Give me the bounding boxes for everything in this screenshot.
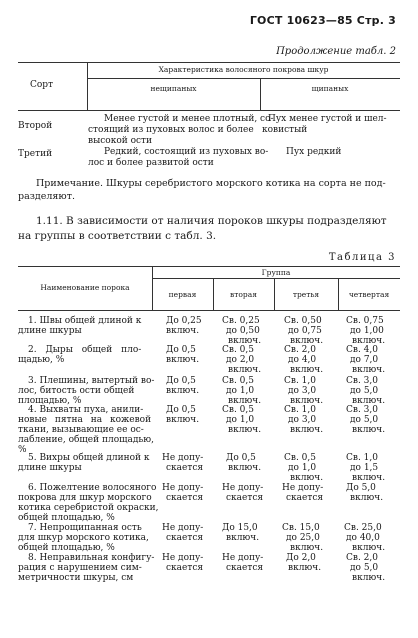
table2-note: разделяют. xyxy=(18,191,75,202)
table3-cell: включ. xyxy=(166,415,200,425)
table3-cell: Св. 0,5 xyxy=(222,405,254,415)
defect-name: лабление, общей площадью, xyxy=(18,435,154,445)
table3-cell: скается xyxy=(166,563,204,573)
paragraph: 1.11. В зависимости от наличия пороков шкуры подразделяют xyxy=(36,215,387,227)
table2-cell: лос и более развитой ости xyxy=(88,158,214,168)
table2-continuation: Продолжение табл. 2 xyxy=(276,46,396,57)
table3-cell: до 2,0 xyxy=(226,355,255,365)
table2-note: Примечание. Шкуры серебристого морского котика на сорта не под- xyxy=(36,178,386,189)
table3-cell: включ. xyxy=(290,396,324,406)
table3-cell: До 0,5 xyxy=(166,345,196,355)
table2-row-sort: Второй xyxy=(18,121,53,131)
table3-cell: до 5,0 xyxy=(350,415,379,425)
table3-cell: включ. xyxy=(228,365,262,375)
table2-cell: стоящий из пуховых волос и более xyxy=(88,125,254,135)
table3-cell: Не допу- xyxy=(162,523,204,533)
table3-cell: Св. 3,0 xyxy=(346,376,378,386)
table3-cell: включ. xyxy=(290,473,324,483)
table3-cell: до 3,0 xyxy=(288,386,317,396)
defect-name: 1. Швы общей длиной к xyxy=(28,316,142,326)
table3-cell: До 15,0 xyxy=(222,523,258,533)
table3-cell: включ. xyxy=(290,543,324,553)
defect-name: лос, битость ости общей xyxy=(18,386,135,396)
defect-name: 6. Пожелтение волосяного xyxy=(28,483,157,493)
table3-cell: скается xyxy=(166,493,204,503)
table3-cell: включ. xyxy=(352,336,386,346)
table3-col-defect: Наименование порока xyxy=(40,283,130,292)
table3-cell: включ. xyxy=(352,396,386,406)
table3-cell: Св. 4,0 xyxy=(346,345,378,355)
table3-cell: Св. 0,5 xyxy=(222,376,254,386)
defect-name: площадью, % xyxy=(18,396,82,406)
defect-name: длине шкуры xyxy=(18,463,82,473)
table3-cell: включ. xyxy=(350,493,384,503)
table2-col-unplucked: нещипаных xyxy=(150,84,197,93)
table3-cell: до 1,0 xyxy=(226,386,255,396)
table3-cell: Св. 15,0 xyxy=(282,523,320,533)
defect-name: рация с нарушением сим- xyxy=(18,563,142,573)
table3-cell: До 0,5 xyxy=(166,405,196,415)
table3-cell: включ. xyxy=(352,573,386,583)
table3-cell: до 4,0 xyxy=(288,355,317,365)
table3-group-3: третья xyxy=(292,290,320,299)
table3-cell: включ. xyxy=(352,425,386,435)
table3-cell: до 25,0 xyxy=(286,533,320,543)
defect-name: котика серебристой окраски, xyxy=(18,503,159,513)
table3-cell: включ. xyxy=(166,355,200,365)
table3-cell: включ. xyxy=(290,365,324,375)
table3-cell: включ. xyxy=(228,336,262,346)
table2-col-sort: Сорт xyxy=(30,80,54,90)
defect-name: 3. Плешины, вытертый во- xyxy=(28,376,155,386)
table3-cell: Св. 3,0 xyxy=(346,405,378,415)
table3-cell: включ. xyxy=(228,463,262,473)
defect-name: новые пятна на кожевой xyxy=(18,415,152,425)
table3-cell: Св. 0,75 xyxy=(346,316,384,326)
table3-col-group: Группа xyxy=(261,268,291,277)
table2-cell: ковистый xyxy=(262,125,308,135)
table3-cell: Св. 2,0 xyxy=(284,345,316,355)
table3-cell: До 5,0 xyxy=(346,483,376,493)
table2-cell: высокой ости xyxy=(88,136,153,146)
table3-cell: до 0,50 xyxy=(226,326,260,336)
table3-cell: скается xyxy=(166,463,204,473)
table3-cell: Св. 1,0 xyxy=(284,405,316,415)
table3-cell: Не допу- xyxy=(222,553,264,563)
defect-name: ткани, вызывающие ее ос- xyxy=(18,425,144,435)
table3-cell: до 1,5 xyxy=(350,463,379,473)
table3-cell: До 0,5 xyxy=(226,453,256,463)
table3-cell: до 1,00 xyxy=(350,326,384,336)
table3-cell: включ. xyxy=(166,386,200,396)
table2-group-header: Характеристика волосяного покрова шкур xyxy=(158,65,329,74)
table3-cell: до 1,0 xyxy=(226,415,255,425)
table3-cell: Св. 0,5 xyxy=(222,345,254,355)
defect-name: % xyxy=(18,445,27,455)
table3-cell: Св. 1,0 xyxy=(284,376,316,386)
paragraph: на группы в соответствии с табл. 3. xyxy=(18,230,217,242)
defect-name: 2. Дыры общей пло- xyxy=(28,345,142,355)
table3-cell: Не допу- xyxy=(282,483,324,493)
table3-cell: до 40,0 xyxy=(346,533,380,543)
defect-name: 5. Вихры общей длиной к xyxy=(28,453,150,463)
defect-name: общей площадью, % xyxy=(18,513,115,523)
table3-cell: включ. xyxy=(290,336,324,346)
defect-name: метричности шкуры, см xyxy=(18,573,134,583)
table3-cell: включ. xyxy=(352,473,386,483)
table3-cell: скается xyxy=(226,563,264,573)
table3-cell: включ. xyxy=(228,396,262,406)
defect-name: длине шкуры xyxy=(18,326,82,336)
table3-cell: включ. xyxy=(290,425,324,435)
table3-cell: Св. 0,5 xyxy=(284,453,316,463)
table3-cell: до 1,0 xyxy=(288,463,317,473)
table3-group-1: первая xyxy=(168,290,197,299)
table3-cell: включ. xyxy=(288,563,322,573)
table2-cell: Пух менее густой и шел- xyxy=(268,114,387,124)
table3-cell: включ. xyxy=(166,326,200,336)
defect-name: общей площадью, % xyxy=(18,543,115,553)
table3-cell: Св. 25,0 xyxy=(344,523,382,533)
table2-row-sort: Третий xyxy=(18,149,53,159)
table3-group-4: четвертая xyxy=(348,290,390,299)
defect-name: 7. Непрощипанная ость xyxy=(28,523,142,533)
defect-name: 4. Выхваты пуха, анили- xyxy=(28,405,144,415)
table3-cell: Не допу- xyxy=(162,453,204,463)
table3-cell: скается xyxy=(286,493,324,503)
table3-cell: скается xyxy=(226,493,264,503)
defect-name: для шкур морского котика, xyxy=(18,533,149,543)
table3-cell: включ. xyxy=(228,425,262,435)
table3-cell: до 3,0 xyxy=(288,415,317,425)
table2-cell: Менее густой и менее плотный, со- xyxy=(104,114,274,124)
table3-cell: до 5,0 xyxy=(350,563,379,573)
defect-name: щадью, % xyxy=(18,355,65,365)
table3-cell: До 0,5 xyxy=(166,376,196,386)
table3-cell: Не допу- xyxy=(162,483,204,493)
table3-cell: Не допу- xyxy=(162,553,204,563)
table3-cell: Св. 2,0 xyxy=(346,553,378,563)
table3-caption: Таблица 3 xyxy=(328,252,396,263)
table2-cell: Пух редкий xyxy=(286,147,342,157)
table3-cell: До 0,25 xyxy=(166,316,202,326)
table3-cell: включ. xyxy=(226,533,260,543)
page-header: ГОСТ 10623—85 Стр. 3 xyxy=(249,14,396,27)
table3-cell: включ. xyxy=(352,543,386,553)
table3-cell: Не допу- xyxy=(222,483,264,493)
table3-cell: до 7,0 xyxy=(350,355,379,365)
table3-cell: Св. 0,50 xyxy=(284,316,322,326)
table3-cell: скается xyxy=(166,533,204,543)
table3-cell: включ. xyxy=(352,365,386,375)
table3-cell: до 5,0 xyxy=(350,386,379,396)
defect-name: покрова для шкур морского xyxy=(18,493,152,503)
table2-col-plucked: щипаных xyxy=(311,84,349,93)
table3-group-2: вторая xyxy=(230,290,257,299)
defect-name: 8. Неправильная конфигу- xyxy=(28,553,155,563)
table3-cell: до 0,75 xyxy=(288,326,322,336)
table3-cell: Св. 0,25 xyxy=(222,316,260,326)
table2-cell: Редкий, состоящий из пуховых во- xyxy=(104,147,269,157)
table3-cell: До 2,0 xyxy=(286,553,316,563)
table3-cell: Св. 1,0 xyxy=(346,453,378,463)
